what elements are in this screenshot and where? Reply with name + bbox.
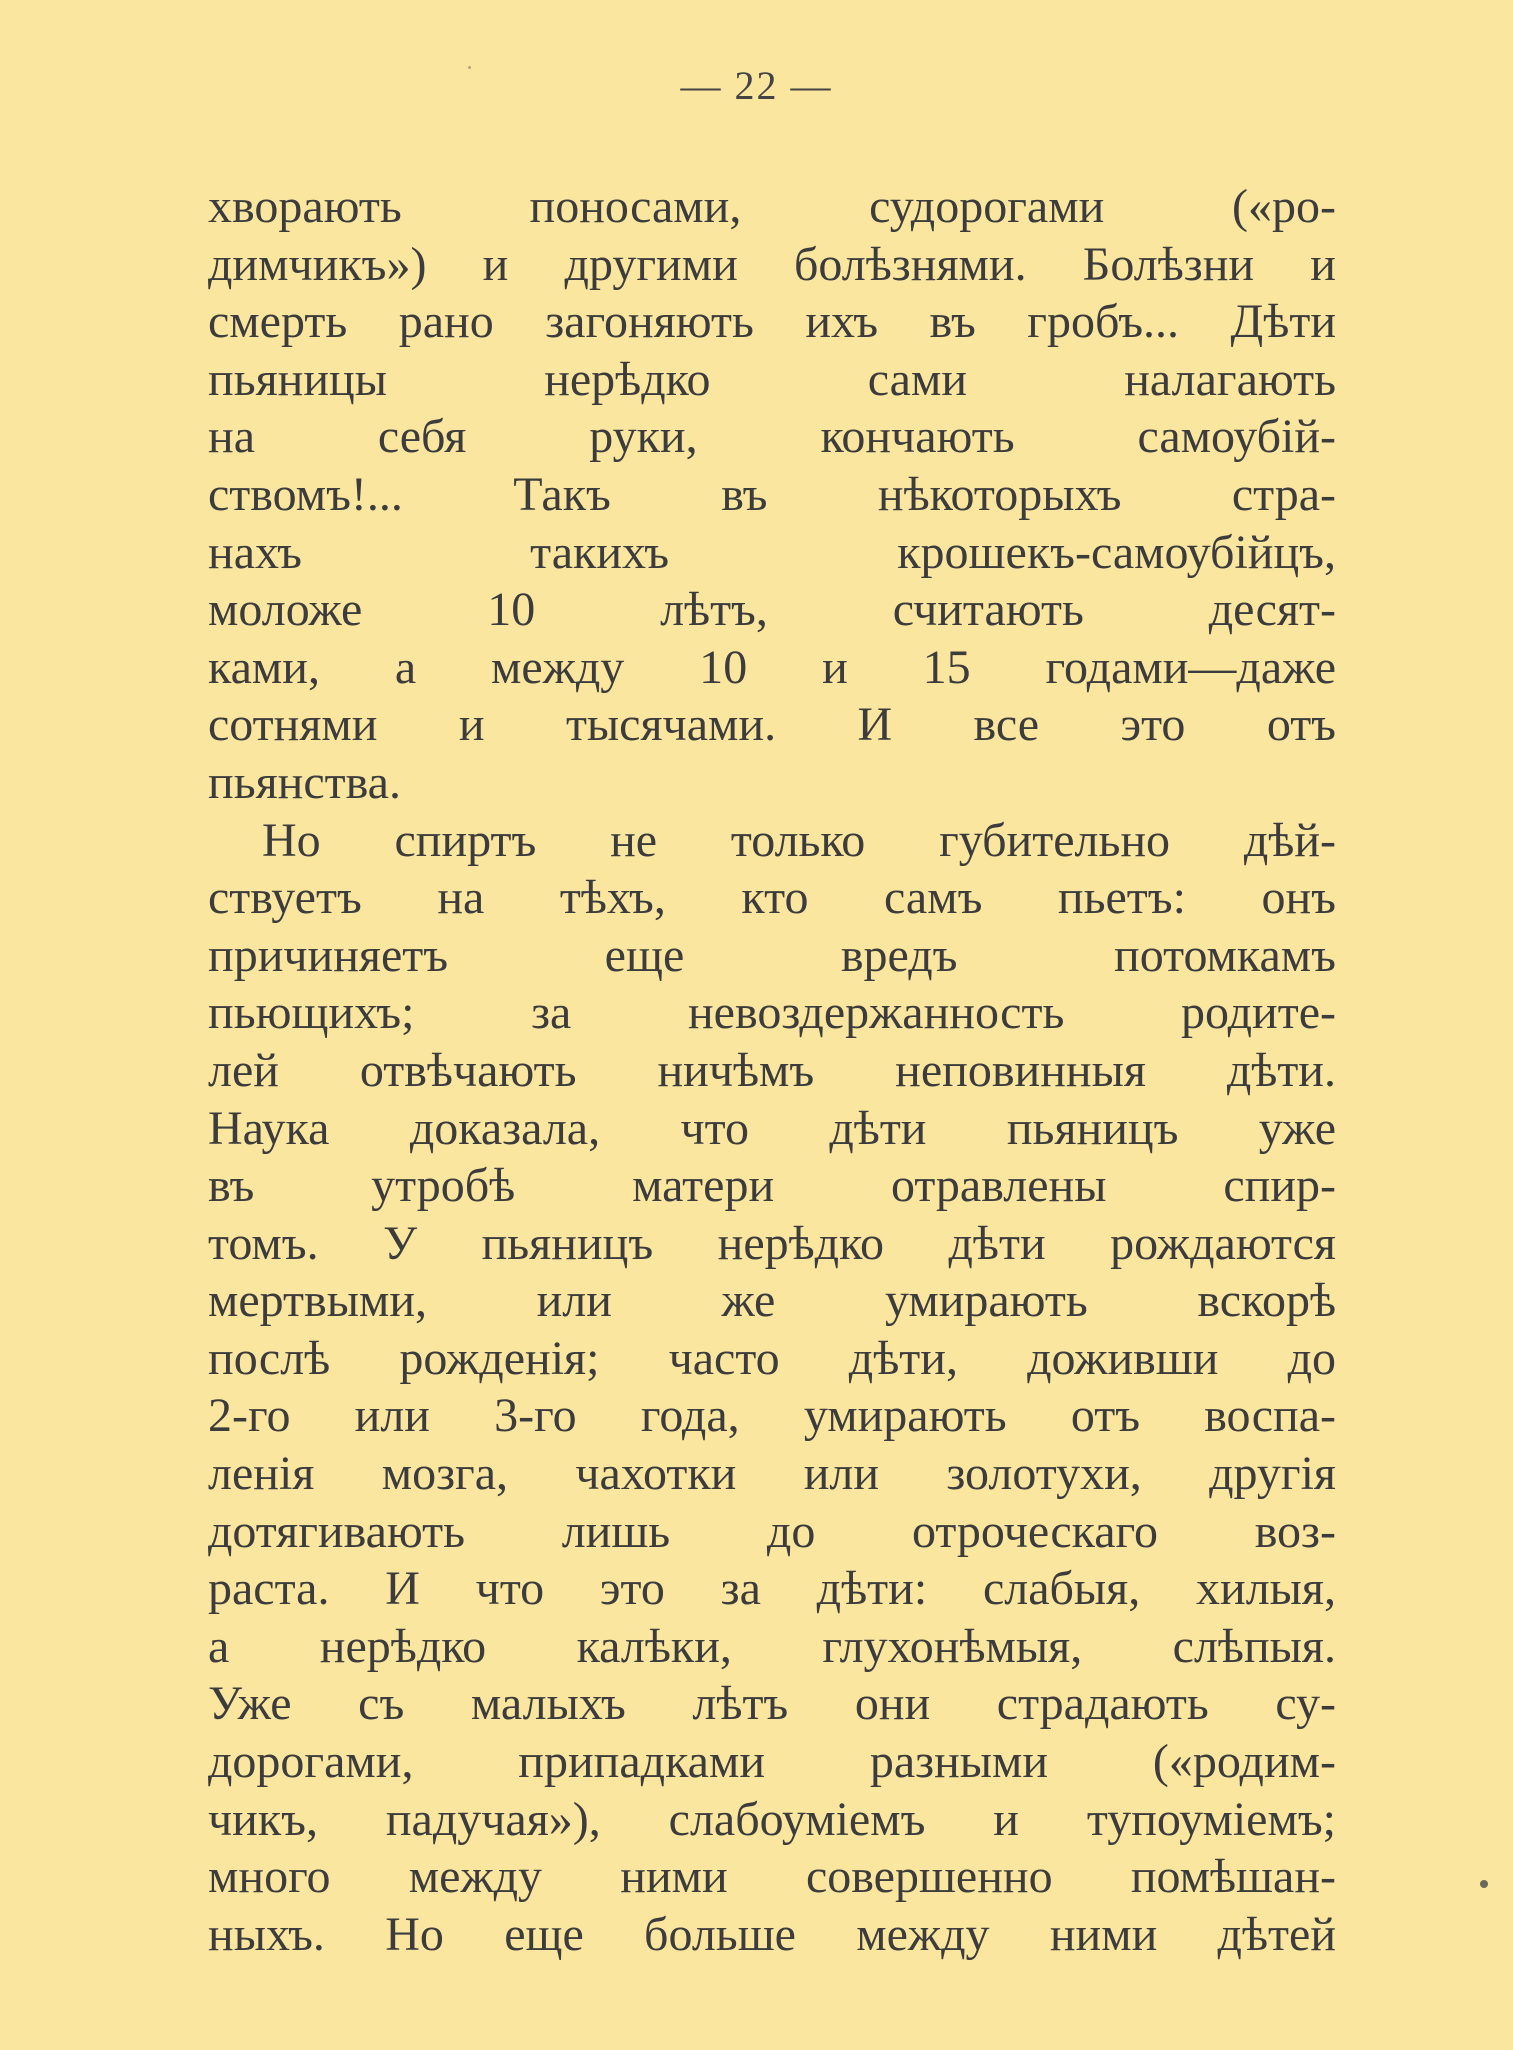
text-line: пьющихъ; за невоздержанность родите- <box>208 986 1336 1040</box>
text-line: ленія мозга, чахотки или золотухи, другія <box>208 1447 1336 1501</box>
text-line: нахъ такихъ крошекъ-самоубійцъ, <box>208 525 1336 579</box>
paper-speck <box>468 66 471 69</box>
text-line: ствомъ!... Такъ въ нѣкоторыхъ стра- <box>208 467 1336 521</box>
text-line: много между ними совершенно помѣшан- <box>208 1850 1336 1904</box>
text-line: послѣ рожденія; часто дѣти, доживши до <box>208 1331 1336 1385</box>
text-line: Но спиртъ не только губительно дѣй- <box>262 813 1336 867</box>
page-text <box>208 178 1336 1963</box>
text-line: смерть рано загоняють ихъ въ гробъ... Дѣти <box>208 295 1336 349</box>
text-line: пьяницы нерѣдко сами налагають <box>208 352 1336 406</box>
text-line: пьянства. <box>208 755 401 809</box>
text-line: хворають поносами, судорогами («ро- <box>208 180 1336 233</box>
text-line: раста. И что это за дѣти: слабыя, хилыя, <box>208 1562 1336 1616</box>
text-line: ныхъ. Но еще больше между ними дѣтей <box>208 1907 1336 1961</box>
text-line: Уже съ малыхъ лѣтъ они страдають су- <box>208 1677 1336 1731</box>
text-line: дотягивають лишь до отроческаго воз- <box>208 1504 1336 1558</box>
text-line: причиняетъ еще вредъ потомкамъ <box>208 928 1336 982</box>
text-line: 2-го или 3-го года, умирають отъ воспа- <box>208 1389 1336 1443</box>
text-line: димчикъ») и другими болѣзнями. Болѣзни и <box>208 237 1336 291</box>
text-line: сотнями и тысячами. И все это отъ <box>208 698 1336 752</box>
page-number: — 22 — <box>680 63 833 108</box>
text-line: въ утробѣ матери отравлены спир- <box>208 1159 1336 1213</box>
text-line: лей отвѣчають ничѣмъ неповинныя дѣти. <box>208 1043 1336 1097</box>
paper-speck <box>1480 1880 1488 1888</box>
text-line: ками, а между 10 и 15 годами—даже <box>208 640 1336 694</box>
text-line: моложе 10 лѣтъ, считають десят- <box>208 583 1336 637</box>
text-line: ствуетъ на тѣхъ, кто самъ пьетъ: онъ <box>208 871 1336 925</box>
text-line: дорогами, припадками разными («родим- <box>208 1735 1336 1789</box>
text-line: чикъ, падучая»), слабоуміемъ и тупоуміемъ; <box>208 1792 1336 1846</box>
text-line: на себя руки, кончають самоубій- <box>208 410 1336 464</box>
text-line: Наука доказала, что дѣти пьяницъ уже <box>208 1101 1336 1155</box>
text-line: томъ. У пьяницъ нерѣдко дѣти рождаются <box>208 1216 1336 1270</box>
text-line: а нерѣдко калѣки, глухонѣмыя, слѣпыя. <box>208 1619 1336 1673</box>
text-line: мертвыми, или же умирають вскорѣ <box>208 1274 1336 1328</box>
